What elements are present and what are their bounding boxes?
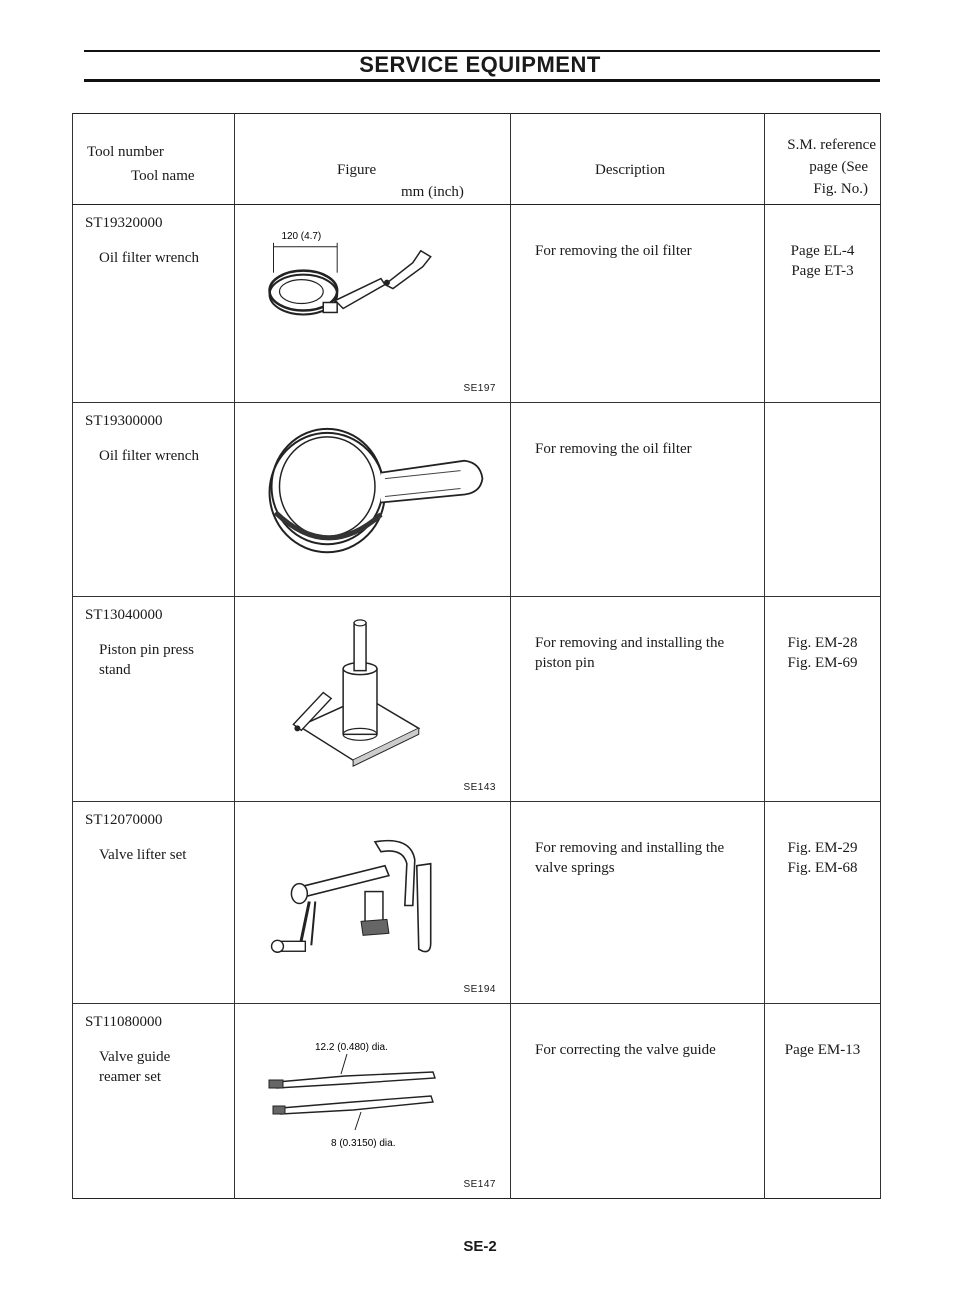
tool-name: Valve lifter set [99,847,187,863]
description-cell [511,1004,765,1199]
description [535,241,764,261]
description [535,838,764,878]
reference-line: Fig. EM-69 [787,655,858,671]
figure-cell [235,802,511,1004]
tool-name: Oil filter wrench [99,448,199,464]
tool-name-line: Valve guide [99,1049,171,1065]
description-cell [511,802,765,1004]
reference-line: Page EM-13 [784,1042,861,1058]
header-unit: mm (inch) [401,184,464,200]
reference-line: Fig. EM-68 [787,860,858,876]
reference-cell [765,205,881,403]
figure-code: SE147 [463,1179,496,1190]
top-rule-thick [84,79,880,82]
tool-name [99,1047,234,1087]
header-reference [765,114,881,205]
header-ref-line2: page (See [809,159,868,175]
description [535,1040,764,1060]
header-figure-label: Figure [337,162,377,178]
description-line: For removing the oil filter [535,243,692,259]
description-cell [511,597,765,802]
figure-cell [235,1004,511,1199]
description-line: For removing and installing the [535,635,725,651]
figure-dimension-top: 12.2 (0.480) dia. [315,1042,388,1053]
header-description-label: Description [595,162,665,178]
description-cell [511,403,765,597]
tool-cell [73,205,235,403]
description-cell [511,205,765,403]
figure-dimension-bottom: 8 (0.3150) dia. [331,1138,396,1149]
tool-name [99,640,234,680]
description-line: For removing the oil filter [535,441,692,457]
figure-code: SE194 [463,984,496,995]
description-line: For removing and installing the [535,840,725,856]
reference-line: Page EL-4 [790,243,855,259]
valve-lifter-set-figure [235,802,511,1003]
tool-number: ST13040000 [85,607,163,623]
oil-filter-wrench-ring-figure [235,403,511,596]
reference [765,633,880,673]
figure-dimension: 120 (4.7) [281,230,322,242]
tool-number: ST19300000 [85,413,163,429]
figure-cell [235,597,511,802]
table-row [73,802,881,1004]
tool-number: ST19320000 [85,215,163,231]
table-row [73,1004,881,1199]
oil-filter-wrench-figure [235,205,511,402]
tool-name-line: Piston pin press [99,642,195,658]
reference-cell [765,597,881,802]
valve-guide-reamer-set-figure [235,1004,511,1198]
description-line: piston pin [535,655,595,671]
header-figure [235,114,511,205]
table-row [73,205,881,403]
table-row [73,597,881,802]
reference-cell [765,1004,881,1199]
table-row [73,403,881,597]
reference-line: Fig. EM-28 [787,635,858,651]
reference-cell [765,802,881,1004]
tool-cell [73,802,235,1004]
header-tool-number: Tool number [87,144,164,160]
description-line: For correcting the valve guide [535,1042,716,1058]
page-title: SERVICE EQUIPMENT [359,52,601,77]
reference-line: Fig. EM-29 [787,840,858,856]
tool-number: ST11080000 [85,1014,162,1030]
header-tool-name: Tool name [131,168,195,184]
tool-name-line: reamer set [99,1069,162,1085]
figure-code: SE197 [463,383,496,394]
header-ref-line1: S.M. reference [787,137,876,153]
table-header-row [73,114,881,205]
tool-number: ST12070000 [85,812,163,828]
figure-cell [235,403,511,597]
reference [765,1040,880,1060]
tool-cell [73,1004,235,1199]
figure-cell [235,205,511,403]
reference-line: Page ET-3 [791,263,854,279]
tool-name-line: stand [99,662,131,678]
reference [765,838,880,878]
description-line: valve springs [535,860,615,876]
header-description [511,114,765,205]
header-ref-line3: Fig. No.) [813,181,868,197]
tool-cell [73,597,235,802]
header-tool [73,114,235,205]
service-equipment-table [72,113,881,1199]
reference [765,241,880,281]
reference-cell [765,403,881,597]
piston-pin-press-stand-figure [235,597,511,801]
description [535,633,764,673]
tool-name: Oil filter wrench [99,250,199,266]
page-number: SE-2 [463,1238,497,1255]
description [535,439,764,459]
tool-cell [73,403,235,597]
figure-code: SE143 [463,782,496,793]
